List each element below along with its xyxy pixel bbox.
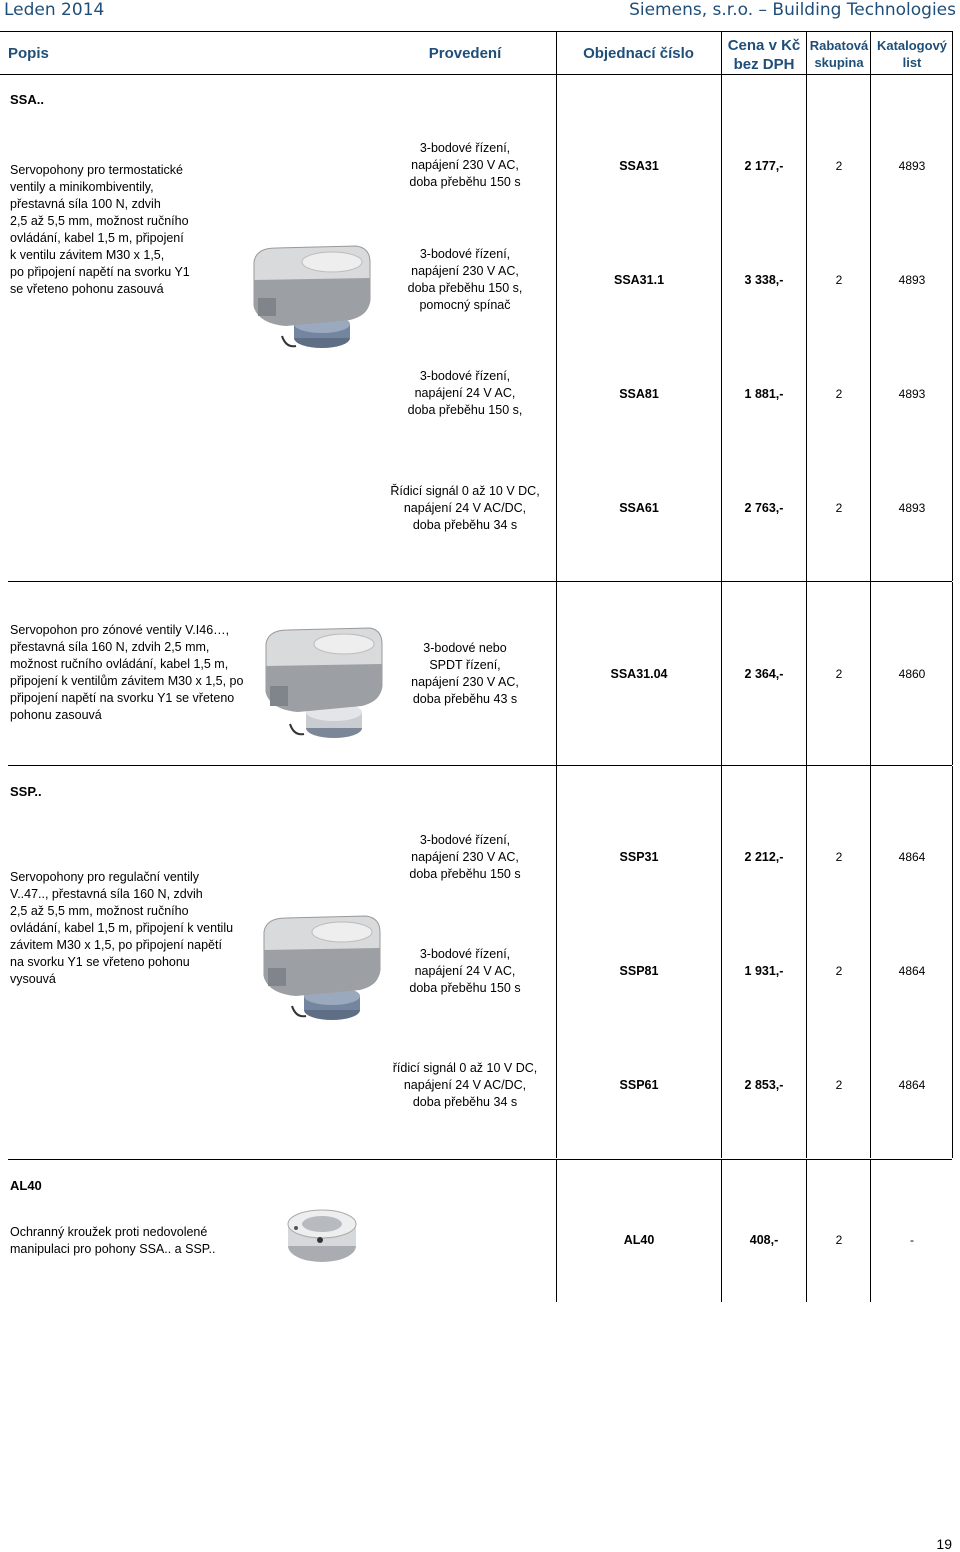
order-number: SSA31.1 [613,273,665,287]
col-katalog [871,37,953,71]
description-ssp [10,869,233,988]
description-line: po připojení napětí na svorku Y1 [10,265,190,279]
description-line: Servopohony pro regulační ventily [10,870,200,884]
variant-line: 3-bodové řízení, [419,947,511,961]
price: 1 881,- [744,387,784,401]
section-title-al40: AL40 [10,1178,42,1193]
price: 2 763,- [744,501,784,515]
variant-line: napájení 230 V AC, [411,158,519,172]
order-number: SSP61 [619,1078,659,1092]
variant-line: pomocný spínač [419,298,511,312]
discount-group: 2 [835,159,843,173]
col-popis: Popis [8,45,49,62]
price: 3 338,- [744,273,784,287]
description-line: možnost ručního ovládání, kabel 1,5 m, [10,657,229,671]
discount-group: 2 [835,850,843,864]
variant-ssp61 [380,1060,550,1111]
description-line: 2,5 až 5,5 mm, možnost ručního [10,214,189,228]
variant-line: napájení 230 V AC, [411,675,519,689]
variant-line: SPDT řízení, [429,658,501,672]
actuator-ssp-image [256,910,388,1026]
col-rule [952,766,953,1158]
description-line: 2,5 až 5,5 mm, možnost ručního [10,904,189,918]
catalog-sheet: 4893 [898,273,926,287]
description-ssa31-04 [10,622,243,724]
col-rule [556,31,557,581]
catalog-sheet: 4893 [898,501,926,515]
col-rabat-line2: skupina [814,55,864,70]
description-line: ventily a minikombiventily, [10,180,154,194]
catalog-sheet: 4864 [898,850,926,864]
section-title-ssp: SSP.. [10,784,42,799]
variant-line: napájení 24 V AC/DC, [403,1078,527,1092]
col-rule [952,31,953,581]
catalog-sheet: 4864 [898,964,926,978]
discount-group: 2 [835,1233,843,1247]
discount-group: 2 [835,501,843,515]
col-cena-line2: bez DPH [733,56,795,73]
variant-ssa31 [380,140,550,191]
variant-line: napájení 230 V AC, [411,850,519,864]
variant-ssa31-04 [380,640,550,708]
variant-ssa31-1 [380,246,550,314]
discount-group: 2 [835,964,843,978]
company-name: Siemens, s.r.o. – Building Technologies [629,0,956,20]
col-rule [721,31,722,581]
description-line: Ochranný kroužek proti nedovolené [10,1225,208,1239]
order-number: SSA31 [619,159,659,173]
description-ssa [10,162,190,298]
order-number: SSA31.04 [610,667,668,681]
price: 2 853,- [744,1078,784,1092]
section-title-ssa: SSA.. [10,92,44,107]
variant-line: doba přeběhu 150 s [409,981,521,995]
variant-line: 3-bodové řízení, [419,141,511,155]
description-line: vysouvá [10,972,56,986]
variant-line: 3-bodové nebo [423,641,507,655]
catalog-sheet: 4864 [898,1078,926,1092]
variant-line: 3-bodové řízení, [419,247,511,261]
col-rule [870,766,871,1158]
col-rule [721,1160,722,1302]
variant-line: doba přeběhu 43 s [412,692,518,706]
description-line: pohonu zasouvá [10,708,102,722]
price: 408,- [749,1233,779,1247]
protective-ring-image [282,1206,362,1266]
discount-group: 2 [835,667,843,681]
col-rule [806,766,807,1158]
price: 2 212,- [744,850,784,864]
col-rule [806,31,807,581]
variant-line: napájení 230 V AC, [411,264,519,278]
section-rule [8,1159,952,1160]
order-number: SSP81 [619,964,659,978]
order-number: SSA61 [619,501,659,515]
discount-group: 2 [835,387,843,401]
section-rule [8,765,952,766]
col-katalog-line1: Katalogový [876,38,948,53]
variant-line: doba přeběhu 150 s [409,867,521,881]
variant-ssp81 [380,946,550,997]
header-top-rule [0,31,952,32]
variant-line: napájení 24 V AC, [414,386,516,400]
variant-line: Řídicí signál 0 až 10 V DC, [390,484,540,498]
description-line: ovládání, kabel 1,5 m, připojení [10,231,184,245]
description-line: V..47.., přestavná síla 160 N, zdvih [10,887,203,901]
variant-ssa61 [380,483,550,534]
price: 1 931,- [744,964,784,978]
col-cena [722,36,806,74]
variant-line: napájení 24 V AC/DC, [403,501,527,515]
variant-line: 3-bodové řízení, [419,833,511,847]
discount-group: 2 [835,1078,843,1092]
col-rabat-line1: Rabatová [809,38,869,53]
description-al40 [10,1224,215,1258]
variant-line: doba přeběhu 34 s [412,518,518,532]
variant-ssp31 [380,832,550,883]
price: 2 364,- [744,667,784,681]
col-rule [870,1160,871,1302]
variant-line: doba přeběhu 34 s [412,1095,518,1109]
variant-ssa81 [380,368,550,419]
description-line: připojení napětí na svorku Y1 se vřeteno [10,691,235,705]
description-line: přestavná síla 100 N, zdvih [10,197,161,211]
document-date: Leden 2014 [4,0,105,20]
actuator-ssa31-04-image [258,624,390,748]
variant-line: řídicí signál 0 až 10 V DC, [392,1061,538,1075]
header-bottom-rule [0,74,952,75]
catalog-sheet: - [910,1233,914,1247]
order-number: SSP31 [619,850,659,864]
actuator-ssa-image [246,240,378,356]
page-number: 19 [936,1536,952,1552]
col-rule [870,31,871,581]
col-rabat [807,37,871,71]
description-line: se vřeteno pohonu zasouvá [10,282,164,296]
description-line: k ventilu závitem M30 x 1,5, [10,248,165,262]
catalog-sheet: 4860 [898,667,926,681]
description-line: přestavná síla 160 N, zdvih 2,5 mm, [10,640,210,654]
description-line: závitem M30 x 1,5, po připojení napětí [10,938,222,952]
col-provedeni: Provedení [428,45,502,62]
discount-group: 2 [835,273,843,287]
col-rule [721,766,722,1158]
catalog-sheet: 4893 [898,387,926,401]
section-rule [8,581,952,582]
description-line: manipulaci pro pohony SSA.. a SSP.. [10,1242,216,1256]
variant-line: doba přeběhu 150 s [409,175,521,189]
description-line: připojení k ventilům závitem M30 x 1,5, po [10,674,244,688]
order-number: AL40 [623,1233,655,1247]
variant-line: doba přeběhu 150 s, [407,403,523,417]
col-katalog-line2: list [902,55,922,70]
description-line: na svorku Y1 se vřeteno pohonu [10,955,190,969]
description-line: ovládání, kabel 1,5 m, připojení k ventilu [10,921,234,935]
col-rule [556,766,557,1158]
col-rule [806,1160,807,1302]
col-rule [556,1160,557,1302]
col-objednaci: Objednací číslo [583,45,694,62]
variant-line: napájení 24 V AC, [414,964,516,978]
price: 2 177,- [744,159,784,173]
catalog-sheet: 4893 [898,159,926,173]
col-cena-line1: Cena v Kč [727,37,801,54]
order-number: SSA81 [619,387,659,401]
variant-line: 3-bodové řízení, [419,369,511,383]
description-line: Servopohon pro zónové ventily V.I46…, [10,623,230,637]
variant-line: doba přeběhu 150 s, [407,281,523,295]
description-line: Servopohony pro termostatické [10,163,184,177]
